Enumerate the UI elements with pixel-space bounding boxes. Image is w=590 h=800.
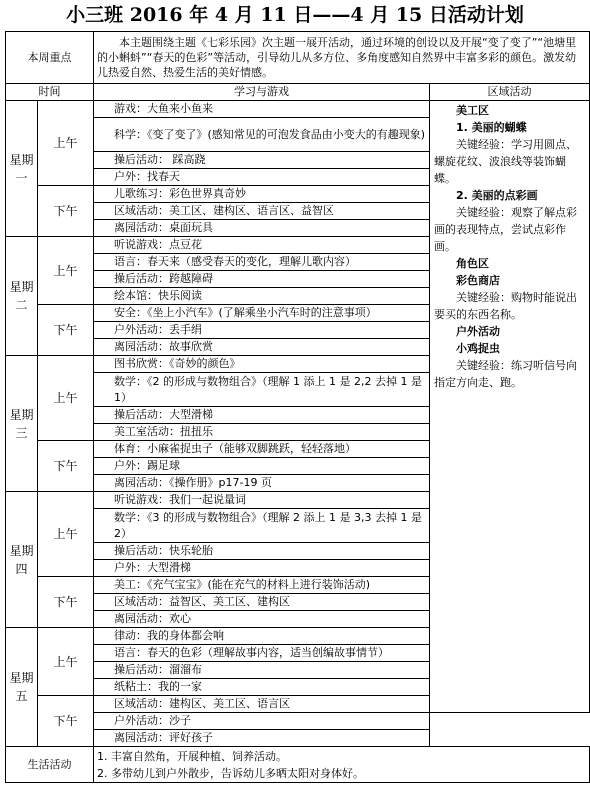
area-art2-text: 观察了解点彩画的表现特点，尝试点彩作画。 xyxy=(434,206,577,253)
activity-cell: 语言：春天的色彩（理解故事内容，适当创编故事情节） xyxy=(94,645,430,662)
activity-cell: 户外活动：沙子 xyxy=(94,713,430,730)
activity-cell: 区域活动：益智区、美工区、建构区 xyxy=(94,594,430,611)
activity-cell: 离园活动：桌面玩具 xyxy=(94,220,430,237)
activity-cell: 纸粘土：我的一家 xyxy=(94,679,430,696)
thursday-pm-label: 下午 xyxy=(38,577,94,628)
activity-cell: 游戏：大鱼来小鱼来 xyxy=(94,101,430,118)
activity-plan-table xyxy=(5,31,590,783)
life-activities-row xyxy=(6,747,590,783)
tuesday-pm-label: 下午 xyxy=(38,305,94,356)
area-art2-key: 关键经验： xyxy=(456,206,511,219)
life-activities-label: 生活活动 xyxy=(6,747,94,783)
activity-cell: 图书欣赏：《奇妙的颜色》 xyxy=(94,356,430,373)
activity-cell: 操后活动：溜溜布 xyxy=(94,662,430,679)
life-activities-list xyxy=(97,748,586,782)
activity-cell: 美工：《充气宝宝》(能在充气的材料上进行装饰活动) xyxy=(94,577,430,594)
activity-cell: 听说游戏：我们一起说量词 xyxy=(94,492,430,509)
day-label-friday: 星期五 xyxy=(6,628,38,747)
wednesday-pm-label: 下午 xyxy=(38,441,94,492)
page-title: 小三班 2016 年 4 月 11 日——4 月 15 日活动计划 xyxy=(66,4,524,26)
activity-cell: 离园活动：评好孩子 xyxy=(94,730,430,747)
tuesday-am-label: 上午 xyxy=(38,237,94,305)
weekly-focus-text: 本主题围绕主题《七彩乐园》次主题一展开活动，通过环境的创设以及开展“变了变了”“池塘里的小蝌蚪”“春天的色彩”等活动，引导幼儿从多方位、多角度感知自然界中丰富多彩的颜色。激发幼儿热爱自然、热爱生活的美好情感。 xyxy=(94,32,590,84)
activity-cell: 操后活动：快乐轮胎 xyxy=(94,543,430,560)
activity-cell: 区域活动：美工区、建构区、语言区、益智区 xyxy=(94,203,430,220)
activity-cell: 离园活动：故事欣赏 xyxy=(94,339,430,356)
header-time: 时间 xyxy=(6,84,94,101)
monday-am-label: 上午 xyxy=(38,101,94,186)
activity-cell: 安全：《坐上小汽车》(了解乘坐小汽车时的注意事项） xyxy=(94,305,430,322)
activity-cell: 科学：《变了变了》(感知常见的可泡发食品由小变大的有趣现象) xyxy=(94,118,430,152)
area-outdoor-text: 练习听信号向指定方向走、跑。 xyxy=(434,359,577,389)
wednesday-am-label: 上午 xyxy=(38,356,94,441)
activity-cell: 绘本馆：快乐阅读 xyxy=(94,288,430,305)
activity-cell: 离园活动：欢心 xyxy=(94,611,430,628)
activity-cell: 操后活动： 踩高跷 xyxy=(94,152,430,169)
activity-cell: 数学：《2 的形成与数物组合》（理解 1 添上 1 是 2,2 去掉 1 是 1） xyxy=(94,373,430,407)
area-art1-title: 1. 美丽的蝴蝶 xyxy=(456,121,527,134)
weekly-focus-row xyxy=(6,32,590,84)
day-label-wednesday: 星期三 xyxy=(6,356,38,492)
monday-pm-label: 下午 xyxy=(38,186,94,237)
area-role-title: 角色区 xyxy=(456,257,489,270)
activity-cell: 操后活动：大型滑梯 xyxy=(94,407,430,424)
activity-cell: 区域活动：建构区、美工区、语言区 xyxy=(94,696,430,713)
area-art-title: 美工区 xyxy=(456,104,489,117)
activity-cell: 户外活动：丢手绢 xyxy=(94,322,430,339)
area-role-text: 购物时能说出要买的东西名称。 xyxy=(434,291,577,321)
activity-cell: 操后活动：跨越障碍 xyxy=(94,271,430,288)
friday-am-label: 上午 xyxy=(38,628,94,696)
activity-cell: 数学：《3 的形成与数物组合》（理解 2 添上 1 是 3,3 去掉 1 是 2） xyxy=(94,509,430,543)
header-learning: 学习与游戏 xyxy=(94,84,430,101)
day-label-tuesday: 星期二 xyxy=(6,237,38,356)
activity-cell: 听说游戏：点豆花 xyxy=(94,237,430,254)
area-role-key: 关键经验： xyxy=(456,291,511,304)
area-activities-cell xyxy=(430,101,590,713)
activity-cell: 律动：我的身体都会响 xyxy=(94,628,430,645)
header-row xyxy=(6,84,590,101)
activity-cell: 离园活动：《操作册》p17-19 页 xyxy=(94,475,430,492)
activity-cell: 语言：春天来（感受春天的变化，理解儿歌内容） xyxy=(94,254,430,271)
weekly-focus-label: 本周重点 xyxy=(6,32,94,84)
area-art2-title: 2. 美丽的点彩画 xyxy=(456,189,538,202)
life-activity-item: 2. 多带幼儿到户外散步，告诉幼儿多晒太阳对身体好。 xyxy=(111,765,586,782)
area-outdoor-key: 关键经验： xyxy=(456,359,511,372)
header-area: 区域活动 xyxy=(430,84,590,101)
activity-cell: 户外：找春天 xyxy=(94,169,430,186)
life-activity-item: 1. 丰富自然角，开展种植、饲养活动。 xyxy=(111,748,586,765)
day-label-monday: 星期一 xyxy=(6,101,38,237)
area-art1-key: 关键经验： xyxy=(456,138,511,151)
area-role-sub: 彩色商店 xyxy=(456,274,500,287)
activity-cell: 体育：小麻雀捉虫子（能够双脚跳跃，轻轻落地） xyxy=(94,441,430,458)
area-outdoor-title: 户外活动 xyxy=(456,325,500,338)
thursday-am-label: 上午 xyxy=(38,492,94,577)
activity-cell: 美工室活动：扭扭乐 xyxy=(94,424,430,441)
day-label-thursday: 星期四 xyxy=(6,492,38,628)
activity-cell: 户外：踢足球 xyxy=(94,458,430,475)
activity-cell: 户外：大型滑梯 xyxy=(94,560,430,577)
activity-cell: 儿歌练习：彩色世界真奇妙 xyxy=(94,186,430,203)
friday-pm-label: 下午 xyxy=(38,696,94,747)
area-art1-text: 学习用圆点、螺旋花纹、波浪线等装饰蝴蝶。 xyxy=(434,138,577,185)
life-activities-list-cell xyxy=(94,747,590,783)
area-outdoor-sub: 小鸡捉虫 xyxy=(456,342,500,355)
